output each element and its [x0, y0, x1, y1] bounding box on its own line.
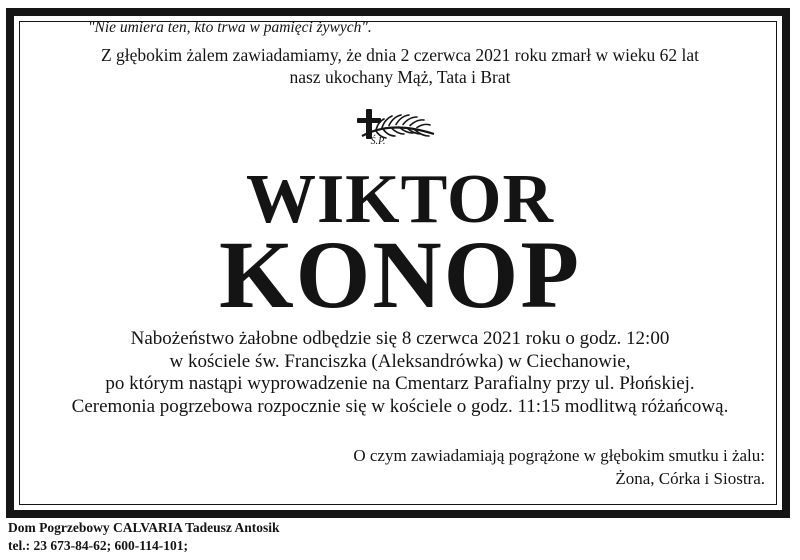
funeral-home-footer — [8, 519, 280, 555]
funeral-details — [0, 328, 800, 418]
cross-palm-icon — [346, 106, 442, 156]
details-line-1: Nabożeństwo żałobne odbędzie się 8 czerwca 2021 roku o godz. 12:00 — [130, 328, 670, 349]
closing-signature — [353, 444, 765, 490]
details-line-2: w kościele św. Franciszka (Aleksandrówka) w Ciechanowie, — [169, 350, 631, 372]
deceased-last-name: KONOP — [219, 221, 581, 328]
closing-line-2: Żona, Córka i Siostra. — [615, 469, 765, 488]
intro-line-2: nasz ukochany Mąż, Tata i Brat — [289, 67, 511, 87]
deceased-first-name: WIKTOR — [245, 161, 555, 238]
sp-abbreviation: Ś.P. — [370, 136, 386, 147]
funeral-home-phone: tel.: 23 673-84-62; 600-114-101; — [8, 538, 188, 553]
announcement-intro — [0, 44, 800, 88]
details-line-4: Ceremonia pogrzebowa rozpocznie się w kościele o godz. 11:15 modlitwą różańcową. — [71, 395, 729, 417]
motto-quote: "Nie umiera ten, kto trwa w pamięci żywych". — [88, 19, 372, 36]
funeral-home-name: Dom Pogrzebowy CALVARIA Tadeusz Antosik — [8, 520, 280, 535]
closing-line-1: O czym zawiadamiają pogrążone w głębokim smutku i żalu: — [353, 446, 765, 465]
intro-line-1: Z głębokim żalem zawiadamiamy, że dnia 2 czerwca 2021 roku zmarł w wieku 62 lat — [100, 45, 699, 65]
details-line-3: po którym nastąpi wyprowadzenie na Cmentarz Parafialny przy ul. Płońskiej. — [105, 373, 695, 394]
